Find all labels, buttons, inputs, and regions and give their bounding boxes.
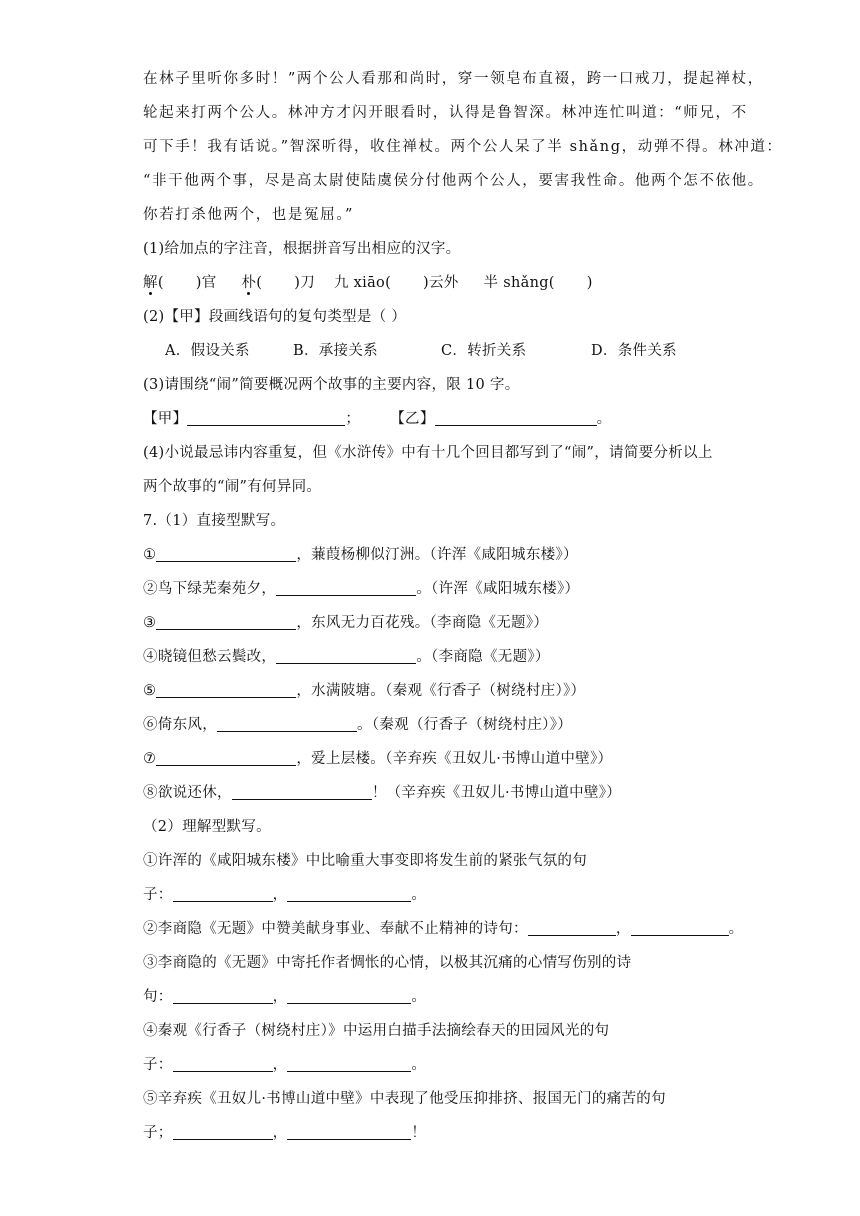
passage-line: 你若打杀他两个，也是冤屈。” (143, 207, 355, 223)
question-2-options (143, 334, 723, 368)
question-4-line: (4)小说最忌讳内容重复，但《水浒传》中有十几个回目都写到了“闹”，请简要分析以上 (143, 445, 713, 461)
answer-blank[interactable] (287, 883, 411, 902)
passage (143, 62, 783, 232)
understanding-answer: ②李商隐《无题》中赞美献身事业、奉献不止精神的诗句： ， 。 (143, 912, 723, 946)
answer-blank[interactable] (276, 577, 416, 596)
answer-blank[interactable] (631, 917, 729, 936)
understanding-answer: 句： ， 。 (143, 980, 723, 1014)
direct-item: ④晓镜但愁云鬓改， 。（李商隐《无题》） (143, 640, 723, 674)
answer-blank[interactable] (287, 1121, 411, 1140)
answer-blank[interactable] (156, 543, 296, 562)
question-1-prompt: (1)给加点的字注音，根据拼音写出相应的汉字。 (143, 241, 461, 257)
answer-blank[interactable] (232, 781, 372, 800)
answer-blank[interactable] (156, 747, 296, 766)
answer-blank[interactable] (156, 679, 296, 698)
answer-blank[interactable] (173, 985, 273, 1004)
understanding-line: ④秦观《行香子（树绕村庄）》中运用白描手法摘绘春天的田园风光的句 (143, 1023, 610, 1039)
question-7-title: 7.（1）直接型默写。 (143, 513, 286, 529)
dotted-char: 解 (143, 275, 158, 291)
dotted-char: 朴 (241, 275, 257, 291)
direct-item: ②鸟下绿芜秦苑夕， 。（许浑《咸阳城东楼》） (143, 572, 723, 606)
direct-item: ⑦ ，爱上层楼。（辛弃疾《丑奴儿·书博山道中壁》） (143, 742, 723, 776)
answer-blank[interactable] (262, 272, 294, 290)
passage-line: 可下手！我有话说。”智深听得，收住禅杖。两个公人呆了半 shǎng，动弹不得。林冲道： (143, 139, 783, 155)
answer-blank[interactable] (187, 407, 345, 426)
answer-blank[interactable] (173, 1121, 273, 1140)
answer-blank[interactable] (173, 1053, 273, 1072)
option-a[interactable]: A．假设关系 (165, 343, 250, 359)
answer-blank[interactable] (555, 272, 587, 290)
understanding-line: ①许浑的《咸阳城东楼》中比喻重大事变即将发生前的紧张气氛的句 (143, 853, 587, 869)
answer-blank[interactable] (173, 883, 273, 902)
answer-blank[interactable] (287, 1053, 411, 1072)
answer-blank[interactable] (391, 272, 423, 290)
understanding-answer: 子； ， ！ (143, 1116, 723, 1150)
question-4-line: 两个故事的“闹”有何异同。 (143, 479, 322, 495)
option-b[interactable]: B．承接关系 (293, 343, 378, 359)
answer-blank[interactable] (156, 611, 296, 630)
answer-blank[interactable] (276, 645, 416, 664)
direct-item: ⑤ ，水满陂塘。（秦观《行香子（树绕村庄）》） (143, 674, 723, 708)
direct-item: ⑧欲说还休， ！（辛弃疾《丑奴儿·书博山道中壁》） (143, 776, 723, 810)
answer-blank[interactable] (164, 272, 196, 290)
option-d[interactable]: D．条件关系 (591, 343, 677, 359)
document-page (143, 62, 783, 1150)
answer-blank[interactable] (435, 407, 597, 426)
direct-item: ① ，蒹葭杨柳似汀洲。（许浑《咸阳城东楼》） (143, 538, 723, 572)
passage-line: “非干他两个事，尽是高太尉使陆虞侯分付他两个公人，要害我性命。他两个怎不依他。 (143, 173, 764, 189)
understanding-answer: 子： ， 。 (143, 1048, 723, 1082)
question-3-prompt: (3)请围绕“闹”简要概况两个故事的主要内容，限 10 字。 (143, 377, 520, 393)
understanding-line: ③李商隐的《无题》中寄托作者惆怅的心情，以极其沉痛的心情写伤别的诗 (143, 955, 632, 971)
answer-blank[interactable] (287, 985, 411, 1004)
question-1-items: 解( )官 朴( )刀 九 xiāo( )云外 半 shǎng( ) (143, 266, 723, 300)
understanding-line: ⑤辛弃疾《丑奴儿·书博山道中壁》中表现了他受压抑排挤、报国无门的痛苦的句 (143, 1091, 666, 1107)
question-3-answers: 【甲】 ； 【乙】 。 (143, 402, 723, 436)
direct-item: ③ ，东风无力百花残。（李商隐《无题》） (143, 606, 723, 640)
passage-line: 在林子里听你多时！”两个公人看那和尚时，穿一领皂布直裰，跨一口戒刀，提起禅杖， (143, 71, 764, 87)
passage-line: 轮起来打两个公人。林冲方才闪开眼看时，认得是鲁智深。林冲连忙叫道：“师兄，不 (143, 105, 748, 121)
question-2-prompt: (2)【甲】段画线语句的复句类型是（ ） (143, 309, 407, 325)
question-7-subtitle: （2）理解型默写。 (143, 819, 271, 835)
direct-item: ⑥倚东风， 。（秦观（行香子（树绕村庄）》） (143, 708, 723, 742)
understanding-answer: 子： ， 。 (143, 878, 723, 912)
option-c[interactable]: C．转折关系 (441, 343, 527, 359)
answer-blank[interactable] (217, 713, 357, 732)
answer-blank[interactable] (528, 917, 616, 936)
